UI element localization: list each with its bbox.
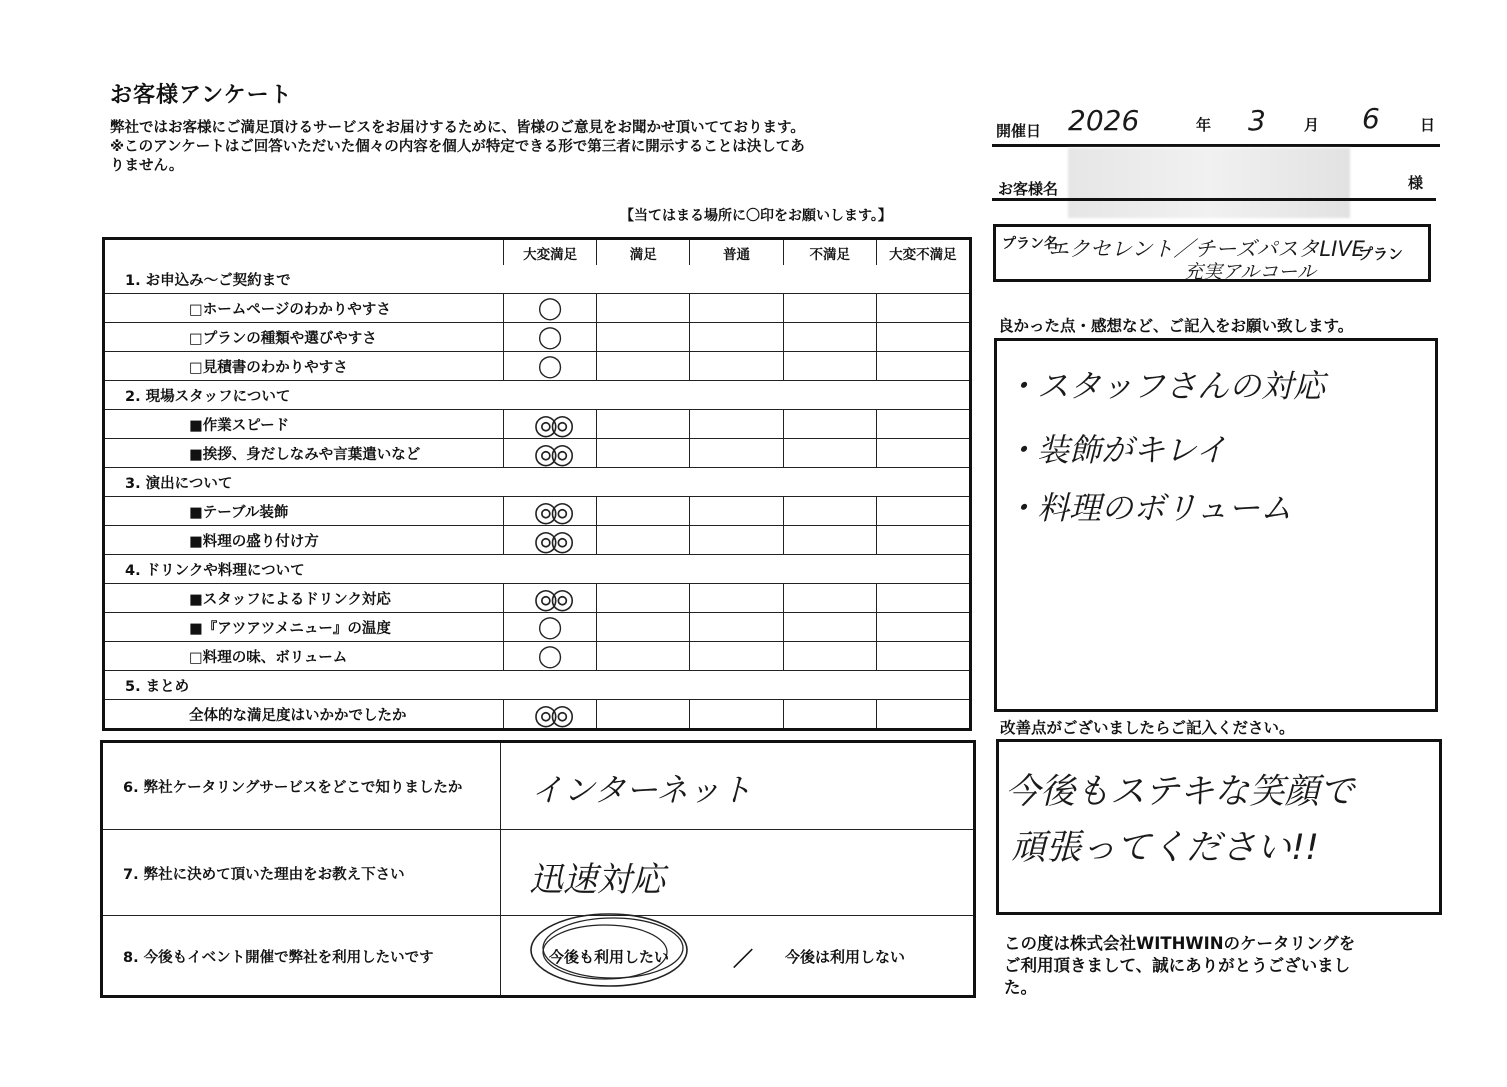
circle-mark-icon: ◯ [537, 643, 563, 669]
rating-cell[interactable] [783, 613, 876, 641]
rating-cell[interactable] [503, 581, 596, 615]
handwritten-answer: インターネット [531, 771, 753, 809]
rating-cell[interactable] [876, 410, 969, 438]
rating-cell[interactable] [689, 526, 782, 554]
option-separator: ／ [733, 947, 753, 971]
good-points-label: 良かった点・感想など、ご記入をお願い致します。 [998, 317, 1354, 335]
month-unit: 月 [1304, 116, 1320, 134]
rating-item-row [105, 581, 969, 615]
question-row [103, 915, 973, 996]
rating-cell[interactable] [783, 352, 876, 380]
section-title: 4. ドリンクや料理について [125, 562, 305, 579]
column-header: 普通 [689, 240, 782, 265]
rating-item-label: ■スタッフによるドリンク対応 [189, 591, 391, 608]
improve-box[interactable] [996, 739, 1442, 915]
intro-text-line2: ※このアンケートはご回答いただいた個々の内容を個人が特定できる形で第三者に開示することは決してあ [110, 139, 805, 155]
plan-line2: 充実アルコール [1184, 261, 1316, 283]
section-row [105, 380, 969, 409]
intro-text-line1: 弊社ではお客様にご満足頂けるサービスをお届けするために、皆様のご意見をお聞かせ頂いてております。 [110, 120, 805, 136]
rating-table [102, 237, 972, 731]
rating-item-row [105, 322, 969, 351]
rating-cell[interactable] [596, 352, 689, 380]
section-row [105, 467, 969, 496]
section-title: 5. まとめ [125, 678, 190, 695]
rating-item-label: □料理の味、ボリューム [189, 649, 348, 666]
customer-suffix: 様 [1408, 174, 1424, 192]
instruction-note: 【当てはまる場所に〇印をお願いします。】 [620, 208, 892, 224]
question-label: 6. 弊社ケータリングサービスをどこで知りましたか [123, 779, 463, 796]
rating-item-label: 全体的な満足度はいかかでしたか [189, 707, 407, 724]
rating-cell[interactable] [503, 407, 596, 441]
thanks-message [1004, 933, 1444, 999]
rating-cell[interactable] [689, 584, 782, 612]
rating-cell[interactable] [689, 642, 782, 670]
questions-table [100, 740, 976, 998]
section-title: 1. お申込み～ご契約まで [125, 272, 291, 289]
circle-mark-icon: ◯ [537, 324, 563, 350]
good-points-box[interactable] [994, 338, 1438, 712]
column-header: 不満足 [783, 240, 876, 265]
rating-cell[interactable] [689, 700, 782, 728]
section-row [105, 554, 969, 583]
circle-mark-icon: ◯ [537, 614, 563, 640]
rating-item-label: ■テーブル装飾 [189, 504, 289, 521]
rating-cell[interactable] [596, 497, 689, 525]
improve-line: 今後もステキな笑顔で [1005, 772, 1355, 812]
day-unit: 日 [1420, 116, 1436, 134]
rating-item-row [105, 523, 969, 557]
rating-cell[interactable] [596, 700, 689, 728]
rating-cell[interactable] [783, 410, 876, 438]
rating-cell[interactable] [689, 294, 782, 322]
thanks-line3: た。 [1004, 978, 1037, 997]
page-title: お客様アンケート [110, 83, 293, 108]
rating-item-label: □プランの種類や選びやすさ [189, 330, 377, 347]
rating-cell[interactable] [503, 494, 596, 528]
date-underline [992, 144, 1440, 147]
plan-line1: エクセレント／チーズパスタLIVE [1048, 237, 1365, 261]
rating-item-row [105, 697, 969, 731]
customer-underline [992, 198, 1436, 201]
rating-cell[interactable] [783, 526, 876, 554]
section-row [105, 265, 969, 293]
rating-cell[interactable] [596, 526, 689, 554]
rating-cell[interactable] [503, 523, 596, 557]
rating-item-row [105, 612, 969, 641]
question-row [103, 829, 973, 916]
rating-item-label: ■挨拶、身だしなみや言葉遣いなど [189, 446, 421, 463]
rating-item-row [105, 351, 969, 380]
rating-cell[interactable] [596, 410, 689, 438]
rating-cell[interactable] [596, 584, 689, 612]
rating-header-row [105, 240, 969, 265]
plan-suffix: プラン [1358, 245, 1404, 263]
column-header: 満足 [596, 240, 689, 265]
question-label: 8. 今後もイベント開催で弊社を利用したいです [123, 949, 434, 966]
rating-item-row [105, 407, 969, 441]
question-label: 7. 弊社に決めて頂いた理由をお教え下さい [123, 866, 405, 883]
date-year[interactable]: 2026 [1068, 104, 1140, 137]
date-label: 開催日 [996, 122, 1042, 140]
rating-item-label: □ホームページのわかりやすさ [189, 301, 391, 318]
year-unit: 年 [1196, 116, 1212, 134]
rating-item-row [105, 494, 969, 528]
rating-item-label: ■料理の盛り付け方 [189, 533, 319, 550]
rating-cell[interactable] [596, 613, 689, 641]
option-no[interactable]: 今後は利用しない [785, 948, 906, 966]
thanks-line2: ご利用頂きまして、誠にありがとうございまし [1004, 956, 1351, 975]
rating-cell[interactable] [876, 584, 969, 612]
rating-cell[interactable] [876, 323, 969, 351]
improve-line: 頑張ってください!! [1011, 828, 1320, 868]
rating-cell[interactable] [689, 323, 782, 351]
circle-mark-icon: ◎◎ [533, 407, 567, 441]
answer-cell[interactable] [500, 743, 973, 829]
circle-mark-icon: ◯ [537, 353, 563, 379]
rating-cell[interactable] [689, 439, 782, 467]
rating-cell[interactable] [503, 323, 596, 351]
rating-cell[interactable] [503, 697, 596, 731]
rating-item-label: □見積書のわかりやすさ [189, 359, 348, 376]
column-header: 大変不満足 [876, 240, 969, 265]
rating-cell[interactable] [689, 497, 782, 525]
rating-cell[interactable] [503, 352, 596, 380]
section-title: 3. 演出について [125, 475, 233, 492]
circle-mark-icon: ◎◎ [533, 523, 567, 557]
rating-cell[interactable] [503, 613, 596, 641]
rating-item-row [105, 641, 969, 670]
rating-cell[interactable] [689, 410, 782, 438]
thanks-line1: この度は株式会社WITHWINのケータリングを [1004, 934, 1356, 953]
rating-cell[interactable] [876, 700, 969, 728]
redacted-customer-name [1068, 148, 1350, 218]
rating-cell[interactable] [783, 642, 876, 670]
date-day[interactable]: 6 [1362, 102, 1380, 135]
rating-item-row [105, 436, 969, 470]
rating-cell[interactable] [503, 294, 596, 322]
circle-mark-icon: ◎◎ [533, 494, 567, 528]
rating-cell[interactable] [596, 294, 689, 322]
rating-cell[interactable] [783, 323, 876, 351]
customer-label: お客様名 [998, 180, 1059, 198]
rating-cell[interactable] [876, 294, 969, 322]
circle-mark-icon: ◎◎ [533, 697, 567, 731]
plan-label: プラン名 [1002, 236, 1058, 252]
rating-cell[interactable] [783, 584, 876, 612]
rating-cell[interactable] [876, 613, 969, 641]
intro-text-line3: りません。 [110, 158, 184, 174]
answer-cell [500, 916, 973, 996]
good-point-line: ・料理のボリューム [1005, 489, 1293, 527]
rating-item-row [105, 293, 969, 322]
rating-cell[interactable] [503, 642, 596, 670]
rating-cell[interactable] [783, 294, 876, 322]
circle-mark-icon: ◯ [537, 295, 563, 321]
circle-mark-icon: ◎◎ [533, 581, 567, 615]
date-month[interactable]: 3 [1248, 104, 1266, 137]
rating-cell[interactable] [596, 439, 689, 467]
rating-cell[interactable] [596, 642, 689, 670]
question-row [103, 743, 973, 829]
rating-cell[interactable] [783, 439, 876, 467]
option-yes[interactable]: 今後も利用したい [549, 948, 670, 966]
section-title: 2. 現場スタッフについて [125, 388, 291, 405]
rating-item-label: ■『アツアツメニュー』の温度 [189, 620, 391, 637]
rating-body [105, 265, 969, 731]
rating-item-label: ■作業スピード [189, 417, 290, 434]
section-row [105, 670, 969, 699]
good-point-line: ・装飾がキレイ [1005, 431, 1228, 469]
rating-cell[interactable] [689, 352, 782, 380]
handwritten-answer: 迅速対応 [529, 860, 665, 900]
rating-cell[interactable] [783, 700, 876, 728]
rating-cell[interactable] [876, 352, 969, 380]
rating-cell[interactable] [503, 436, 596, 470]
good-point-line: ・スタッフさんの対応 [1005, 367, 1326, 405]
rating-cell[interactable] [596, 323, 689, 351]
rating-cell[interactable] [876, 439, 969, 467]
circle-mark-icon: ◎◎ [533, 436, 567, 470]
rating-cell[interactable] [689, 613, 782, 641]
rating-cell[interactable] [876, 497, 969, 525]
improve-label: 改善点がございましたらご記入ください。 [1000, 719, 1295, 737]
rating-cell[interactable] [876, 642, 969, 670]
rating-cell[interactable] [783, 497, 876, 525]
column-header: 大変満足 [503, 240, 596, 265]
plan-box[interactable] [993, 224, 1431, 282]
rating-cell[interactable] [876, 526, 969, 554]
